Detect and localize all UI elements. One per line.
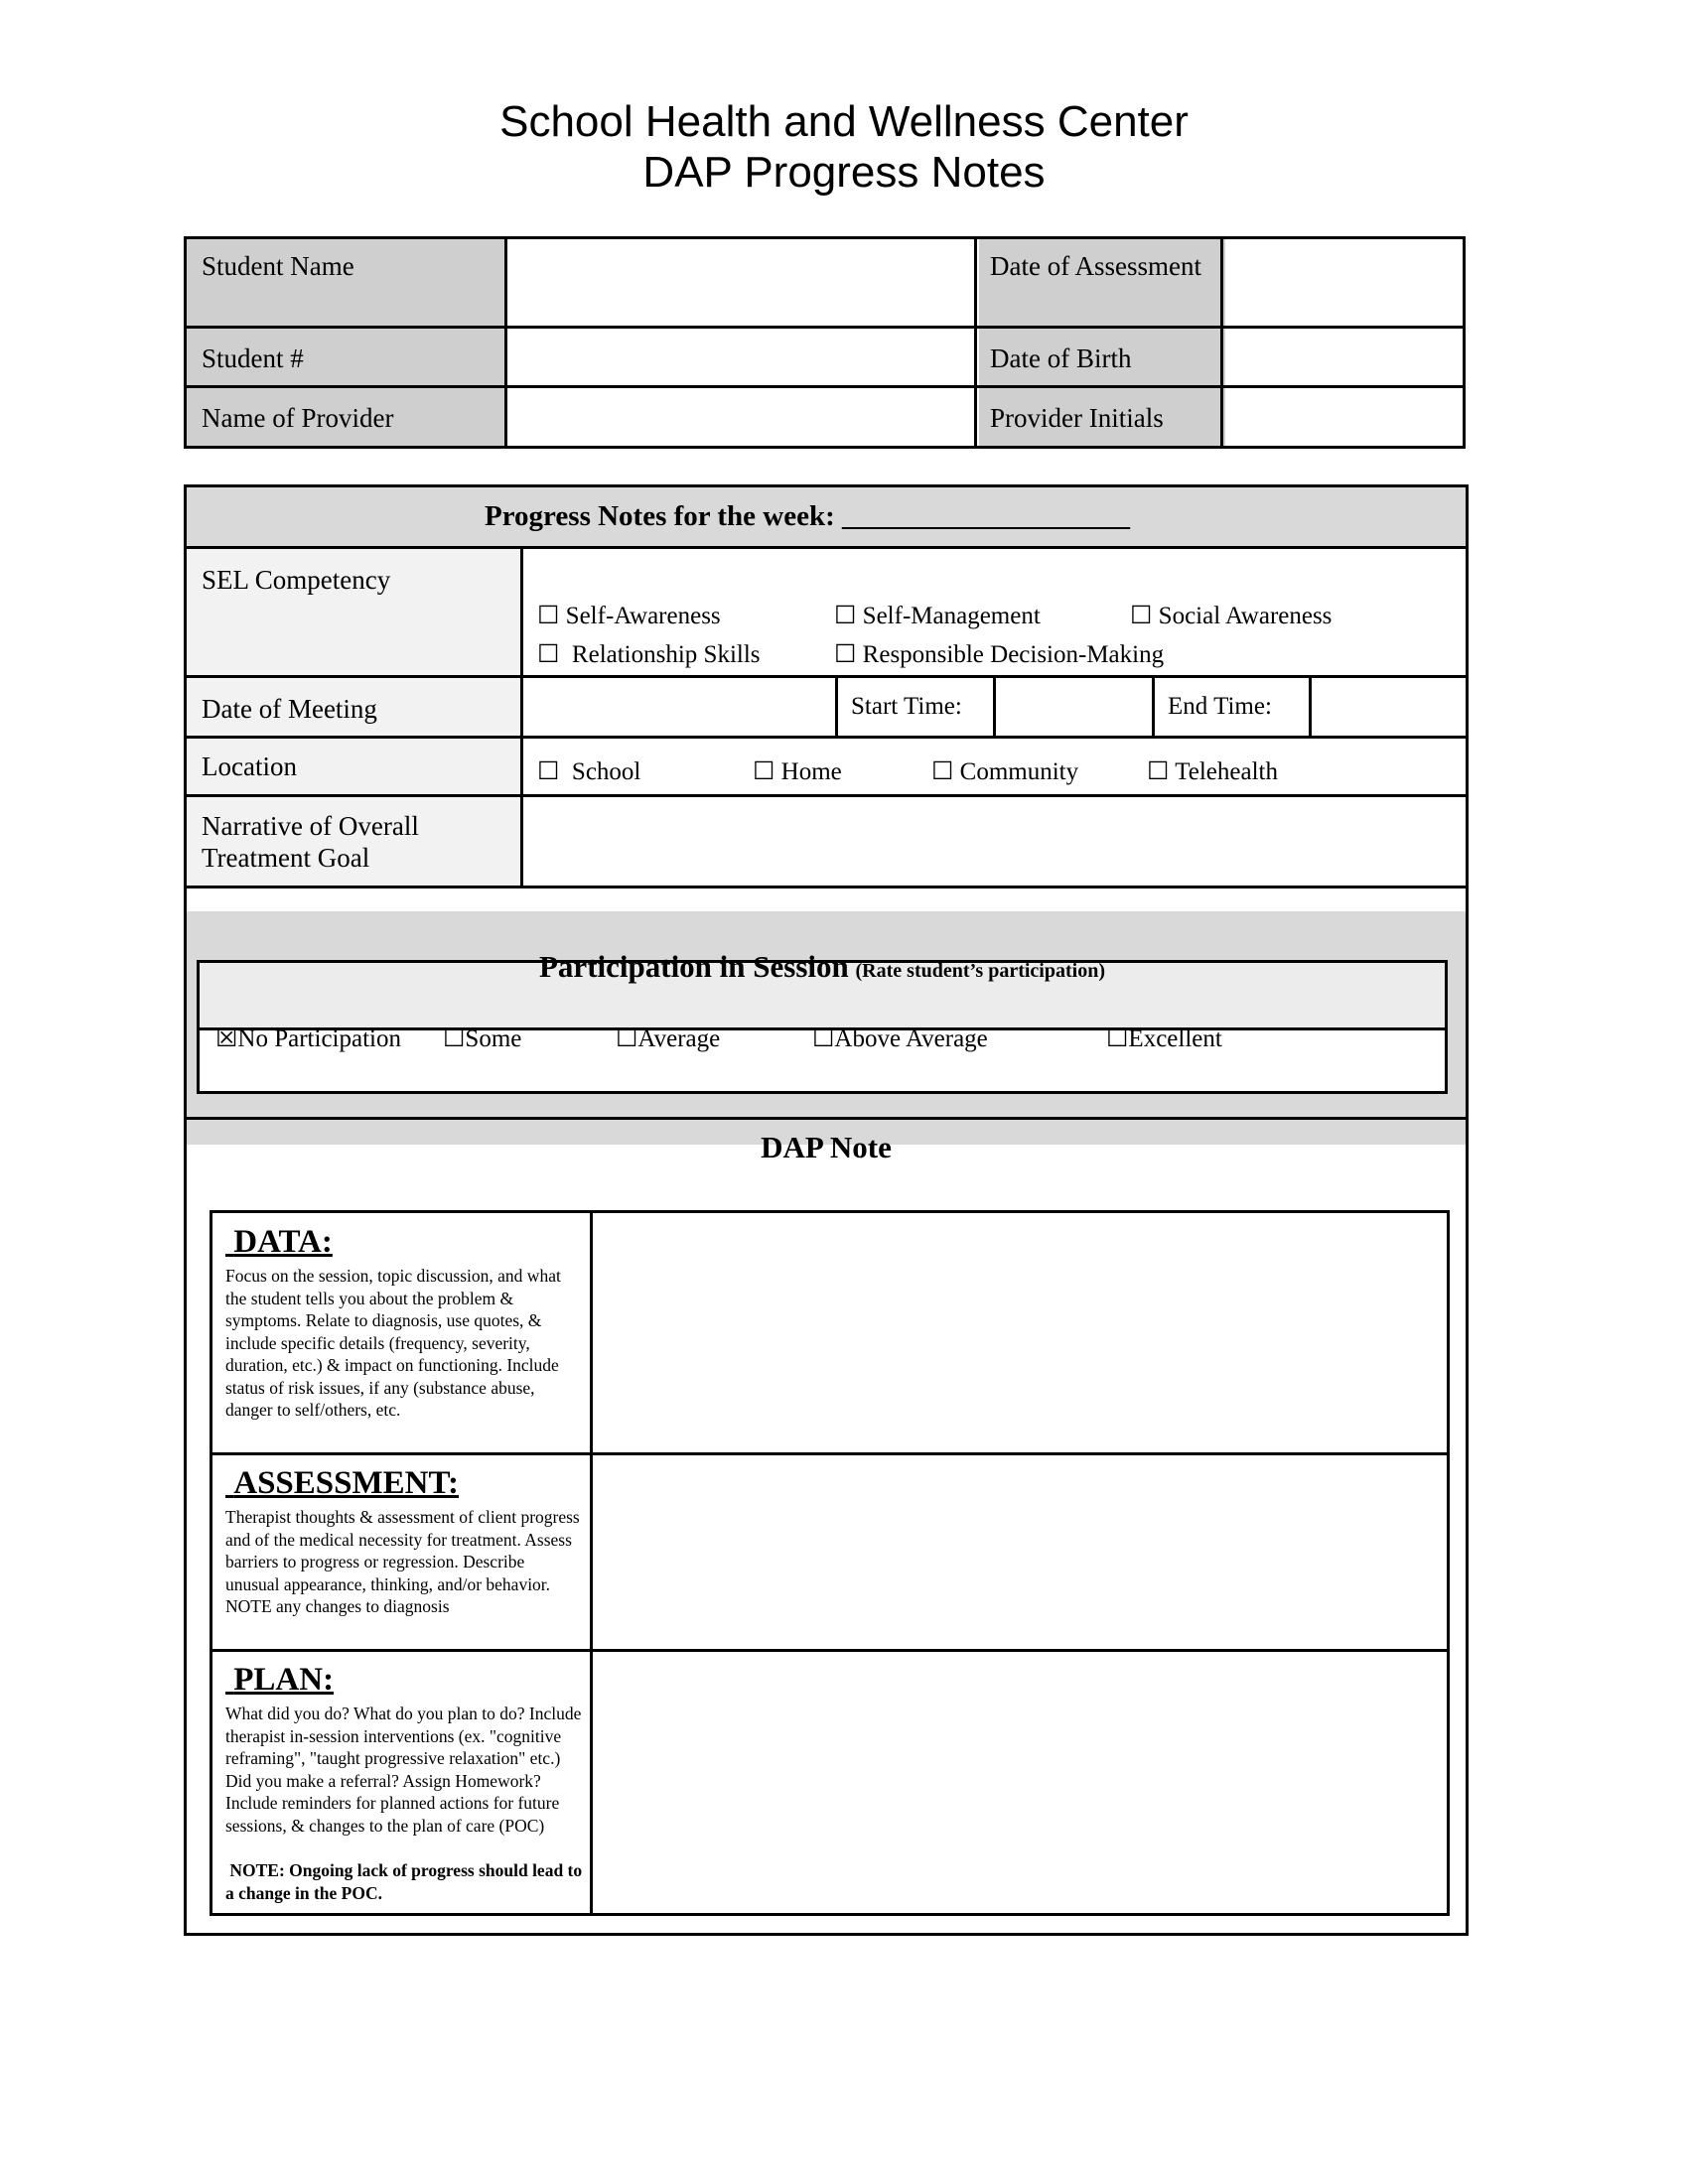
checkbox-icon: ☐: [1106, 1025, 1129, 1052]
participation-option-above-average[interactable]: ☐Above Average: [812, 1025, 988, 1052]
plan-note: NOTE: Ongoing lack of progress should lead to a change in the POC.: [225, 1860, 583, 1903]
plan-instructions: What did you do? What do you plan to do? Include therapist in-session interventions (ex. "cognitive reframing", "taught progressive relaxation" etc.) Did you make a referral? Assign Homework? Include reminders for planned actions for future sessions, & changes to the plan of care (POC): [225, 1704, 582, 1836]
participation-option-no-participation[interactable]: ☒No Participation: [215, 1025, 401, 1052]
start-time-label: Start Time:: [851, 693, 962, 720]
checkbox-icon: ☐: [753, 758, 775, 785]
date-of-meeting-field[interactable]: [523, 678, 835, 736]
plan-field[interactable]: [593, 1652, 1447, 1913]
checkbox-icon: ☐: [1147, 758, 1170, 785]
sel-option-responsible-decision-making[interactable]: ☐ Responsible Decision-Making: [834, 641, 1165, 668]
provider-name-label: Name of Provider: [202, 403, 394, 433]
checkbox-icon: ☐: [812, 1025, 835, 1052]
checkbox-icon: ☐: [834, 641, 857, 668]
sel-option-relationship-skills[interactable]: ☐ Relationship Skills: [537, 641, 761, 668]
end-time-field[interactable]: [1312, 678, 1466, 736]
location-option-telehealth[interactable]: ☐ Telehealth: [1147, 758, 1278, 785]
student-number-field[interactable]: [507, 329, 974, 385]
provider-initials-label: Provider Initials: [990, 403, 1164, 433]
date-of-assessment-label: Date of Assessment: [990, 251, 1201, 281]
plan-heading: PLAN:: [233, 1662, 335, 1698]
location-option-community[interactable]: ☐ Community: [931, 758, 1079, 785]
checkbox-icon: ☐: [537, 758, 560, 785]
checkbox-icon: ☐: [834, 603, 857, 629]
page-title: School Health and Wellness Center: [499, 97, 1189, 146]
data-instructions: Focus on the session, topic discussion, and what the student tells you about the problem & symptoms. Relate to diagnosis, use quotes, & include specific details (frequency, severity, duration, etc.) & impact on functioning. Include status of risk issues, if any (substance abuse, danger to self/others, etc.: [225, 1266, 561, 1420]
student-number-label: Student #: [202, 343, 304, 373]
student-name-field[interactable]: [507, 239, 974, 326]
date-of-meeting-label: Date of Meeting: [202, 694, 377, 724]
checkbox-icon: ☐: [931, 758, 954, 785]
participation-title: Participation in Session (Rate student’s participation): [539, 949, 1105, 984]
participation-option-excellent[interactable]: ☐Excellent: [1106, 1025, 1222, 1052]
assessment-heading: ASSESSMENT:: [233, 1465, 460, 1501]
sel-competency-label: SEL Competency: [202, 565, 391, 595]
participation-option-average[interactable]: ☐Average: [616, 1025, 721, 1052]
checked-checkbox-icon: ☒: [215, 1025, 238, 1052]
checkbox-icon: ☐: [537, 603, 560, 629]
narrative-field[interactable]: [523, 797, 1466, 886]
narrative-label: Narrative of Overall Treatment Goal: [202, 811, 419, 873]
date-of-birth-label: Date of Birth: [990, 343, 1132, 373]
location-option-school[interactable]: ☐ School: [537, 758, 641, 785]
student-name-label: Student Name: [202, 251, 354, 281]
dap-note-title: DAP Note: [761, 1130, 892, 1164]
data-heading: DATA:: [233, 1224, 333, 1260]
start-time-field[interactable]: [996, 678, 1152, 736]
sel-option-social-awareness[interactable]: ☐ Social Awareness: [1130, 603, 1333, 629]
provider-name-field[interactable]: [507, 388, 974, 446]
end-time-label: End Time:: [1168, 693, 1272, 720]
checkbox-icon: ☐: [1130, 603, 1153, 629]
sel-option-self-management[interactable]: ☐ Self-Management: [834, 603, 1041, 629]
progress-week-label: Progress Notes for the week: ____________________: [485, 500, 1130, 532]
data-field[interactable]: [593, 1213, 1447, 1452]
date-of-assessment-field[interactable]: [1223, 239, 1463, 326]
date-of-birth-field[interactable]: [1223, 329, 1463, 385]
page-subtitle: DAP Progress Notes: [642, 148, 1046, 197]
participation-option-some[interactable]: ☐Some: [443, 1025, 522, 1052]
checkbox-icon: ☐: [443, 1025, 466, 1052]
location-option-home[interactable]: ☐ Home: [753, 758, 842, 785]
assessment-instructions: Therapist thoughts & assessment of client progress and of the medical necessity for treatment. Assess barriers to progress or regression. Describe unusual appearance, thinking, and/or behavior. NOTE any changes to diagnosis: [225, 1507, 580, 1616]
sel-option-self-awareness[interactable]: ☐ Self-Awareness: [537, 603, 721, 629]
checkbox-icon: ☐: [616, 1025, 638, 1052]
provider-initials-field[interactable]: [1223, 388, 1463, 446]
location-label: Location: [202, 751, 297, 781]
assessment-field[interactable]: [593, 1455, 1447, 1649]
checkbox-icon: ☐: [537, 641, 560, 668]
